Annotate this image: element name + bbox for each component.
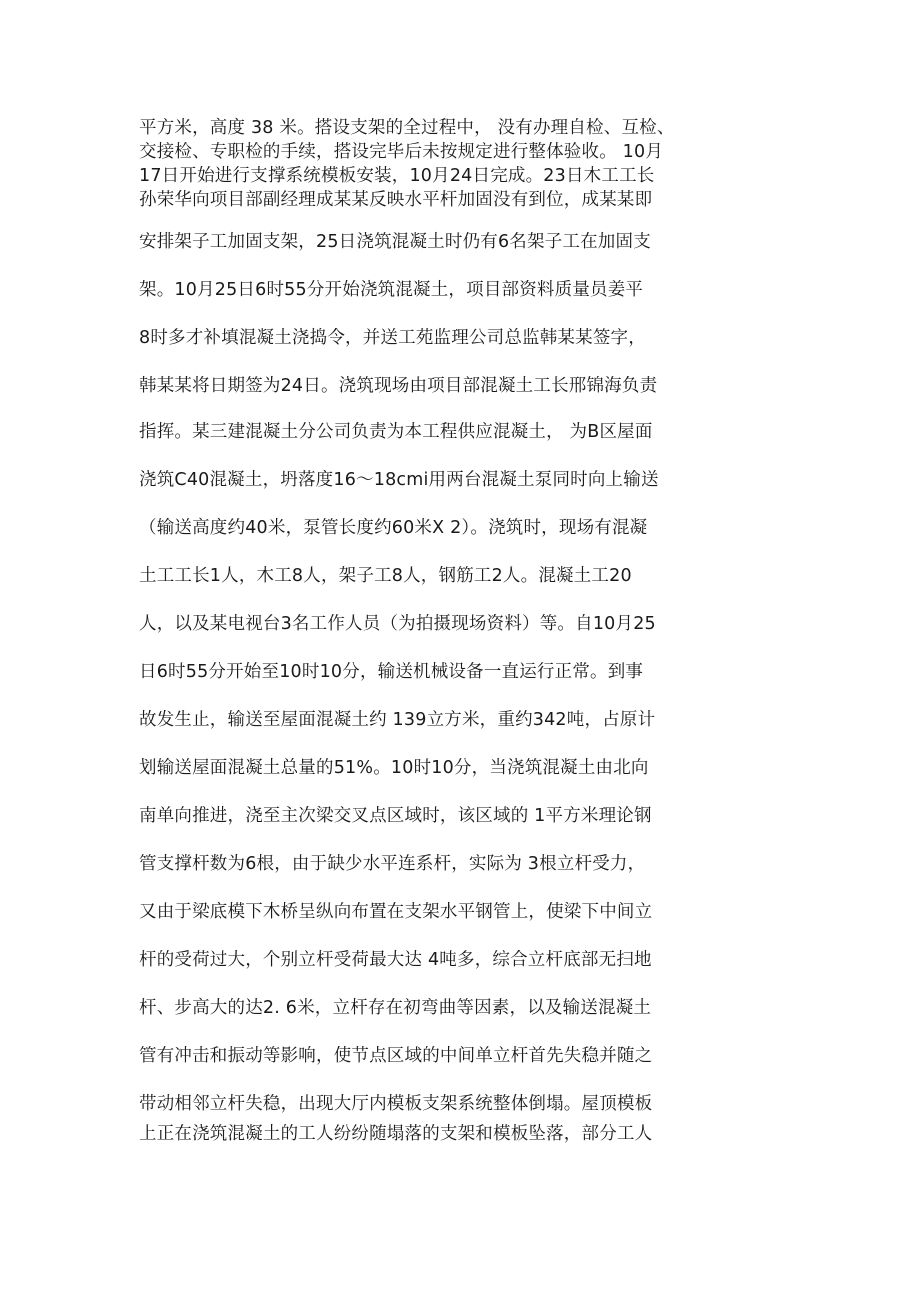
- text-line: 上正在浇筑混凝土的工人纷纷随塌落的支架和模板坠落，部分工人: [139, 1124, 653, 1144]
- text-line: 日6时55分开始至10时10分，输送机械设备一直运行正常。到事: [139, 662, 644, 682]
- text-line: 杆的受荷过大，个别立杆受荷最大达 4吨多，综合立杆底部无扫地: [139, 950, 652, 970]
- text-line: 指挥。某三建混凝土分公司负责为本工程供应混凝土， 为B区屋面: [139, 422, 653, 442]
- text-line: 浇筑C40混凝土，坍落度16～18cmi用两台混凝土泵同时向上输送: [139, 470, 659, 490]
- text-line: 南单向推进，浇至主次梁交叉点区域时，该区域的 1平方米理论钢: [139, 806, 652, 826]
- text-line: 孙荣华向项目部副经理成某某反映水平杆加固没有到位，成某某即: [139, 190, 653, 210]
- text-line: 架。10月25日6时55分开始浇筑混凝土，项目部资料质量员姜平: [139, 280, 644, 300]
- text-line: 杆、步高大的达2. 6米，立杆存在初弯曲等因素，以及输送混凝土: [139, 998, 652, 1018]
- text-line: 管支撑杆数为6根，由于缺少水平连系杆，实际为 3根立杆受力，: [139, 854, 646, 874]
- text-line: 故发生止，输送至屋面混凝土约 139立方米，重约342吨，占原计: [139, 710, 656, 730]
- text-line: 又由于梁底模下木桥呈纵向布置在支架水平钢管上，使梁下中间立: [139, 902, 653, 922]
- text-line: 划输送屋面混凝土总量的51%。10时10分，当浇筑混凝土由北向: [139, 758, 649, 778]
- text-line: 8时多才补填混凝土浇捣令，并送工苑监理公司总监韩某某签字，: [139, 328, 646, 348]
- text-line: 17日开始进行支撑系统模板安装，10月24日完成。23日木工工长: [139, 166, 655, 186]
- text-line: 交接检、专职检的手续，搭设完毕后未按规定进行整体验收。 10月: [139, 142, 664, 162]
- text-line: 人，以及某电视台3名工作人员（为拍摄现场资料）等。自10月25: [139, 614, 656, 634]
- text-line: 平方米，高度 38 米。搭设支架的全过程中， 没有办理自检、互检、: [139, 118, 675, 138]
- text-line: 安排架子工加固支架，25日浇筑混凝土时仍有6名架子工在加固支: [139, 232, 651, 252]
- text-line: 韩某某将日期签为24日。浇筑现场由项目部混凝土工长邢锦海负责: [139, 376, 658, 396]
- text-line: 土工工长1人，木工8人，架子工8人，钢筋工2人。混凝土工20: [139, 566, 632, 586]
- text-line: （输送高度约40米，泵管长度约60米X 2）。浇筑时，现场有混凝: [139, 518, 648, 538]
- text-line: 管有冲击和振动等影响，使节点区域的中间单立杆首先失稳并随之: [139, 1046, 653, 1066]
- text-line: 带动相邻立杆失稳，出现大厅内模板支架系统整体倒塌。屋顶模板: [139, 1094, 653, 1114]
